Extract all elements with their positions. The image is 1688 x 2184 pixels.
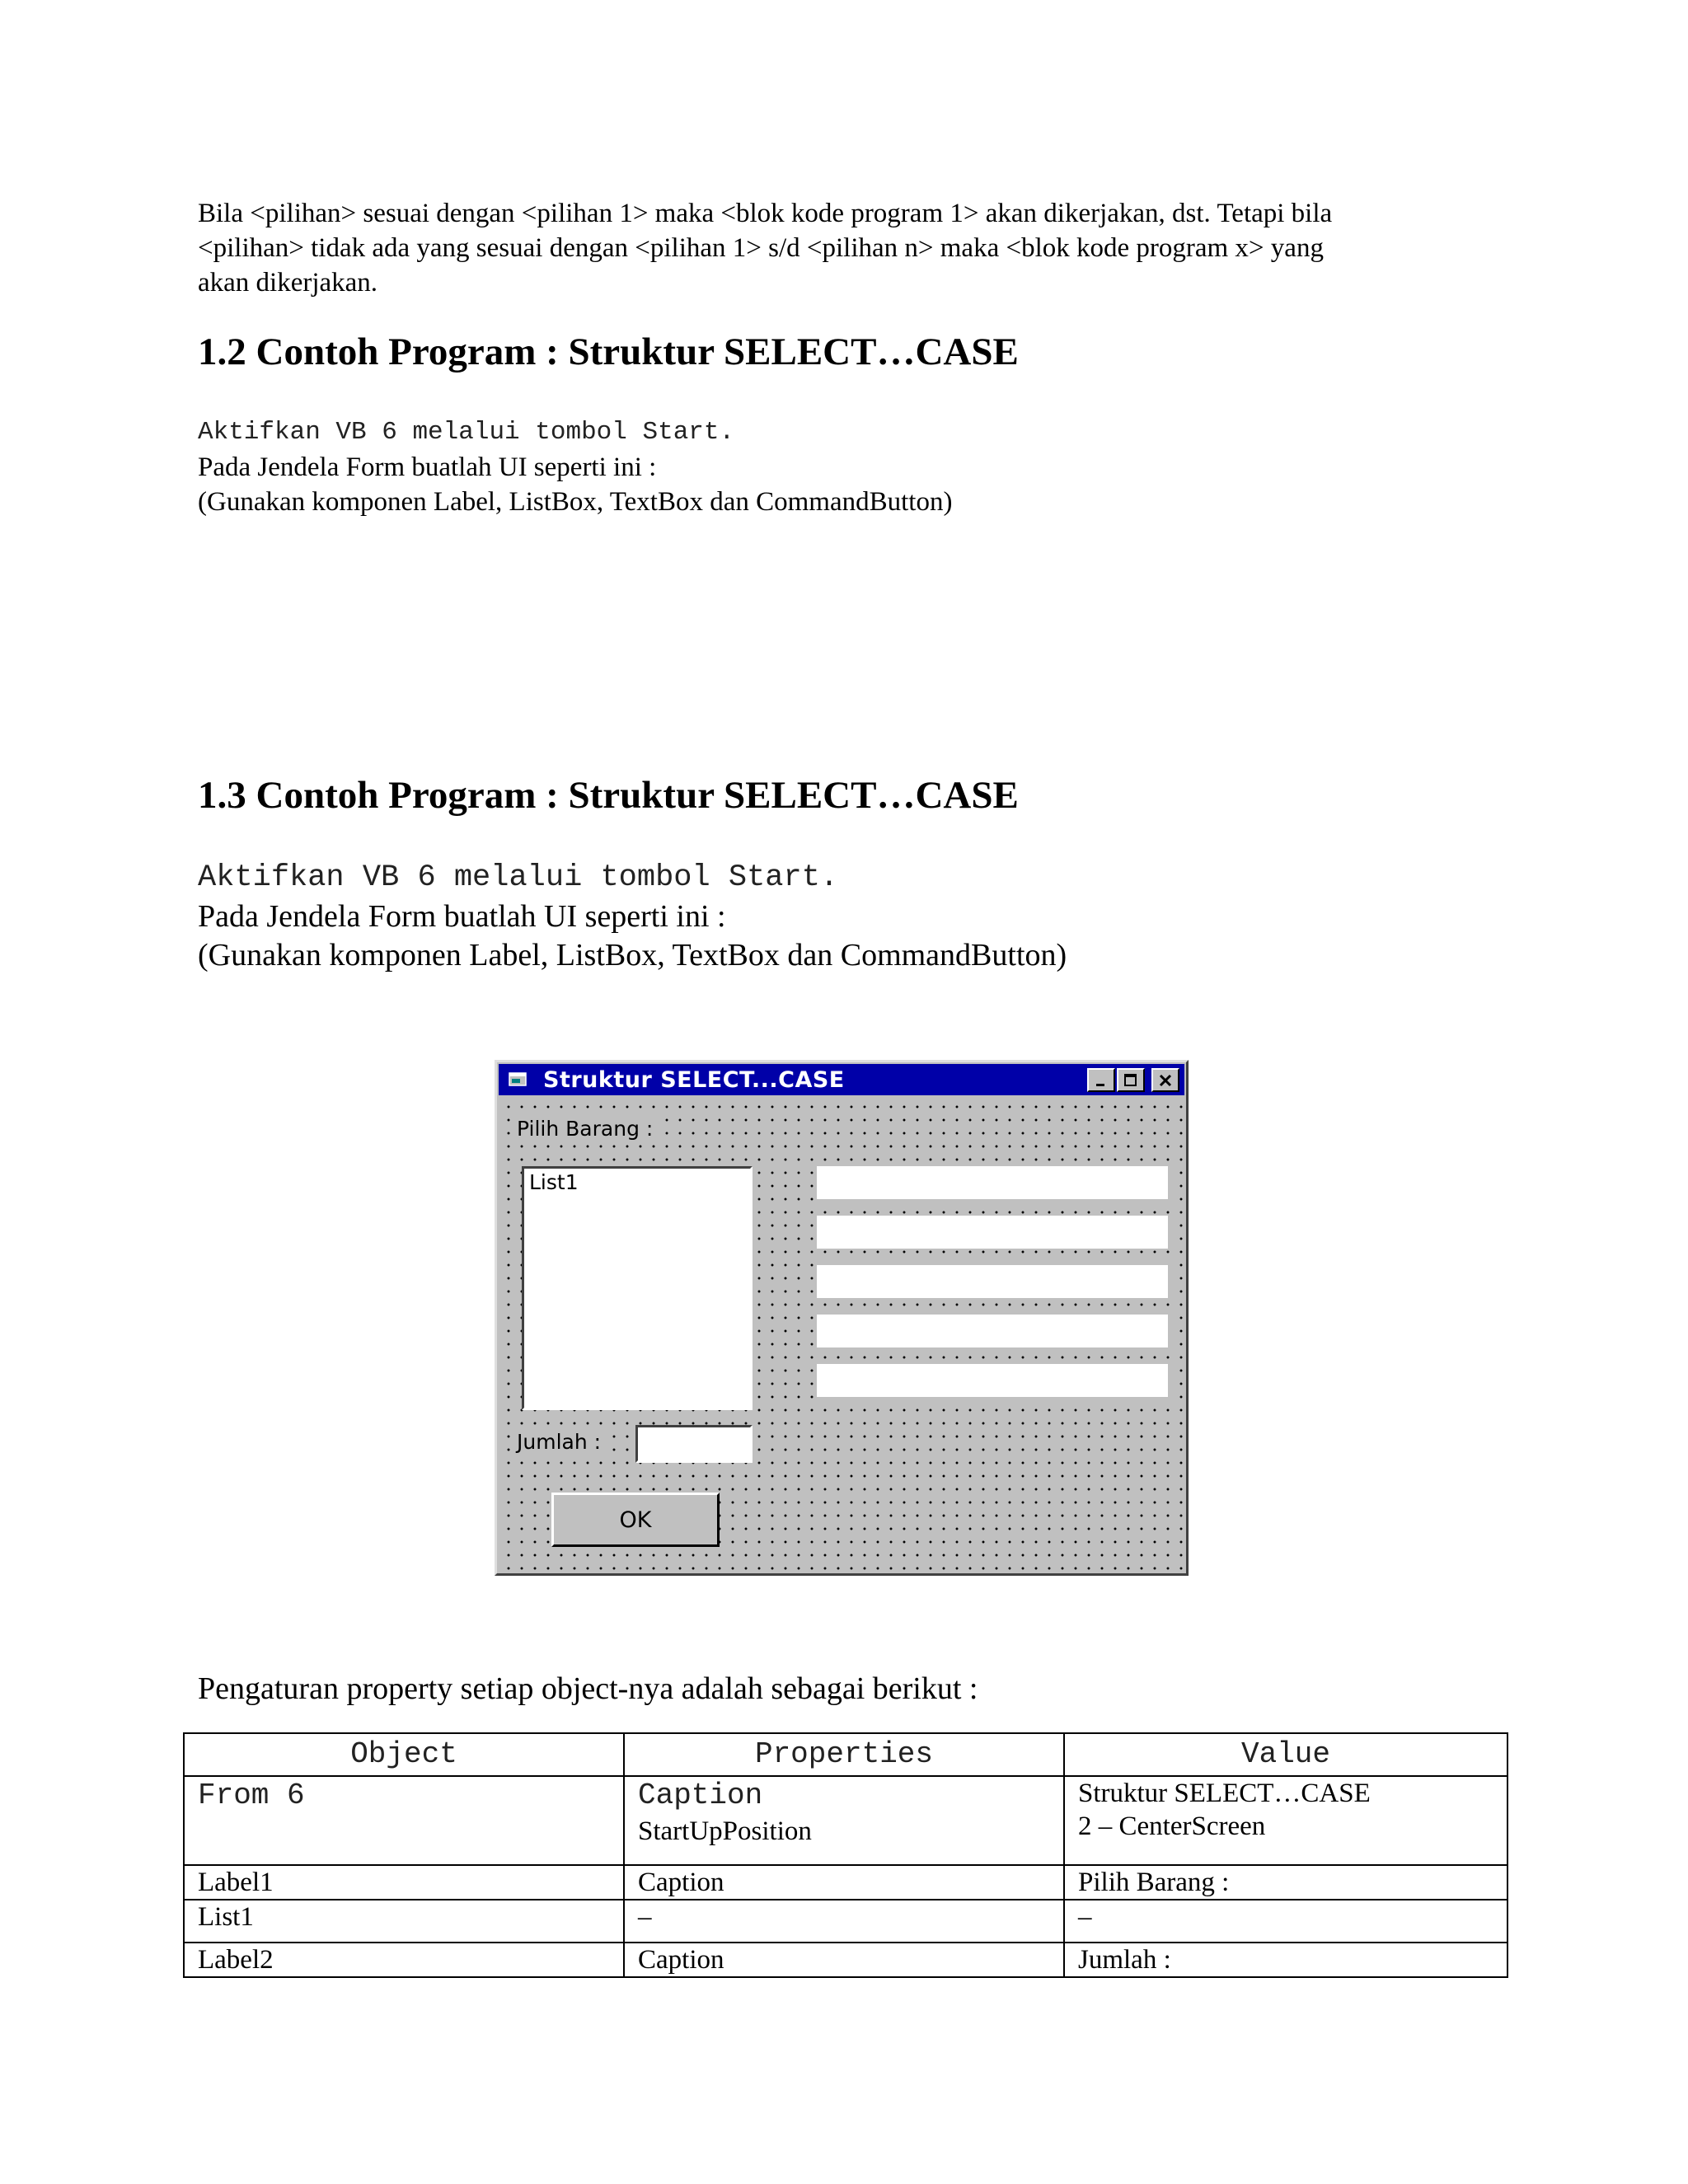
property-table <box>183 1732 1508 1978</box>
property-intro <box>198 1670 1451 1708</box>
value-caption: Struktur SELECT…CASE <box>1078 1779 1371 1808</box>
table-header-row <box>184 1733 1507 1776</box>
step-text: Aktifkan VB 6 melalui tombol Start. <box>198 418 735 447</box>
maximize-button[interactable] <box>1117 1068 1145 1092</box>
minimize-icon <box>1095 1074 1108 1087</box>
intro-line: akan dikerjakan. <box>198 268 378 298</box>
minimize-button[interactable] <box>1087 1068 1115 1092</box>
list1-listbox[interactable] <box>522 1166 753 1410</box>
close-icon <box>1158 1073 1173 1088</box>
text-field-3[interactable] <box>815 1263 1170 1300</box>
table-cell-property <box>624 1776 1064 1865</box>
text-field-5[interactable] <box>815 1362 1170 1399</box>
maximize-icon <box>1123 1073 1138 1088</box>
text-field-1[interactable] <box>815 1165 1170 1201</box>
jumlah-input[interactable] <box>635 1425 753 1463</box>
table-cell-value: – <box>1064 1900 1507 1943</box>
list1-item: List1 <box>529 1170 579 1194</box>
form-title-bar[interactable] <box>499 1064 1184 1095</box>
table-row <box>184 1776 1507 1865</box>
label-pilih-barang: Pilih Barang : <box>513 1115 656 1143</box>
form-title: Struktur SELECT...CASE <box>543 1067 845 1093</box>
column-header: Properties <box>624 1733 1064 1776</box>
ok-button-label: OK <box>619 1507 652 1533</box>
table-cell-object: List1 <box>184 1900 624 1943</box>
table-cell-object: Label2 <box>184 1943 624 1977</box>
text-field-4[interactable] <box>815 1313 1170 1349</box>
ok-button[interactable] <box>551 1493 720 1547</box>
table-cell-property: Caption <box>624 1865 1064 1900</box>
vb-form-window <box>495 1060 1189 1576</box>
property-startup: StartUpPosition <box>638 1816 812 1846</box>
property-intro-text: Pengaturan property setiap object-nya adalah sebagai berikut : <box>198 1671 978 1706</box>
form-icon <box>509 1071 528 1088</box>
table-cell-value <box>1064 1776 1507 1865</box>
table-cell-value: Pilih Barang : <box>1064 1865 1507 1900</box>
table-cell-property: Caption <box>624 1943 1064 1977</box>
table-row <box>184 1900 1507 1943</box>
step-text: Pada Jendela Form buatlah UI seperti ini : <box>198 899 726 934</box>
step-text: (Gunakan komponen Label, ListBox, TextBox dan CommandButton) <box>198 487 953 517</box>
table-cell-object: From 6 <box>184 1776 624 1865</box>
table-cell-value: Jumlah : <box>1064 1943 1507 1977</box>
intro-paragraph <box>198 196 1451 300</box>
form-design-canvas <box>499 1097 1184 1572</box>
section-heading-1-2: 1.2 Contoh Program : Struktur SELECT…CASE <box>198 330 1019 373</box>
table-row <box>184 1865 1507 1900</box>
close-button[interactable] <box>1151 1068 1179 1092</box>
table-cell-object: Label1 <box>184 1865 624 1900</box>
step-text: Aktifkan VB 6 melalui tombol Start. <box>198 860 839 895</box>
section-1-3-steps <box>198 859 1451 975</box>
table-row <box>184 1943 1507 1977</box>
intro-line: Bila <pilihan> sesuai dengan <pilihan 1> maka <blok kode program 1> akan dikerjakan, dst. Tetapi bila <box>198 199 1333 228</box>
value-startup: 2 – CenterScreen <box>1078 1811 1266 1841</box>
column-header: Value <box>1064 1733 1507 1776</box>
step-text: (Gunakan komponen Label, ListBox, TextBox dan CommandButton) <box>198 938 1067 972</box>
step-text: Pada Jendela Form buatlah UI seperti ini : <box>198 452 657 482</box>
intro-line: <pilihan> tidak ada yang sesuai dengan <pilihan 1> s/d <pilihan n> maka <blok kode program x> yang <box>198 233 1324 263</box>
column-header: Object <box>184 1733 624 1776</box>
section-heading-1-3: 1.3 Contoh Program : Struktur SELECT…CASE <box>198 774 1019 817</box>
property-caption: Caption <box>638 1779 763 1812</box>
label-jumlah: Jumlah : <box>513 1428 604 1456</box>
text-field-2[interactable] <box>815 1214 1170 1250</box>
table-cell-property: – <box>624 1900 1064 1943</box>
section-1-2-steps <box>198 415 1451 519</box>
